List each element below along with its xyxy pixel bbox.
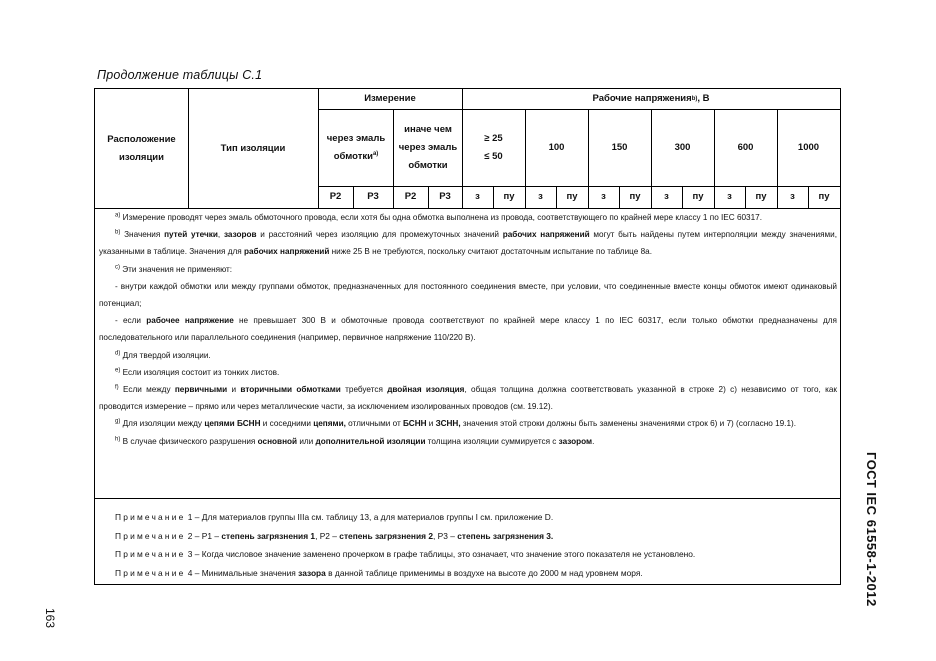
footnote-e: $^{e)}$ Если изоляция состоит из тонких листов. bbox=[115, 367, 280, 377]
header-voltage-25-50 bbox=[462, 109, 525, 186]
footnote-b: $^{b)}$ Значения путей утечки, зазоров и расстояний через изоляцию для промежуточных значений рабочих напряжений могут быть найдены путем интерполяции между значениями, указанными в таблице. Значения для рабочих напряжений ниже 25 В не требуются, поскольку считают достаточным испытание по таблице 8а. bbox=[99, 229, 837, 257]
table-remarks bbox=[95, 498, 840, 584]
working-voltages-unit: , В bbox=[697, 93, 710, 104]
footnote-g: $^{g)}$ Для изоляции между цепями БСНН и соседними цепями, отличными от БСНН и ЗСНН, значения этой строки должны быть заменены значениями строк 6) и 7) (согласно 19.1). bbox=[115, 418, 797, 429]
header-measurement: Измерение bbox=[364, 93, 416, 104]
header-through-enamel bbox=[320, 109, 392, 186]
header-z: з bbox=[727, 191, 732, 202]
footnote-d: $^{d)}$ Для твердой изоляции. bbox=[115, 349, 211, 360]
header-meas-col: P2 bbox=[404, 191, 417, 202]
header-insulation-type: Тип изоляции bbox=[220, 142, 286, 154]
footnote-h: $^{h)}$ В случае физического разрушения основной или дополнительной изоляции толщина изоляции суммируется с зазором. bbox=[115, 435, 595, 446]
header-voltage: 1000 bbox=[797, 141, 820, 153]
working-voltages-label: Рабочие напряжения bbox=[592, 93, 692, 104]
remark-word: Примечание bbox=[115, 567, 186, 578]
remark-word: Примечание bbox=[115, 549, 186, 559]
footnote-c-item-2: - если рабочее напряжение не превышает 300 В и обмоточные провода соответствуют по крайней мере классу 1 по IEC 60317, если только обмотки предназначены для последовательного или параллельного соединения (например, первичное напряжение 110/220 В). bbox=[99, 316, 837, 343]
header-z: з bbox=[790, 191, 795, 202]
table-caption: Продолжение таблицы С.1 bbox=[97, 68, 263, 82]
footnote-c: $^{c)}$ Эти значения не применяют: bbox=[115, 263, 233, 274]
remark-word: Примечание bbox=[115, 530, 186, 541]
footnote-f: $^{f)}$ Если между первичными и вторичными обмотками требуется двойная изоляция, общая толщина должна соответствовать указанной в строке 2) с) независимо от того, как проводится измерение – прямо или через металлические части, за исключением изолированных проводов (см. 19.12). bbox=[99, 384, 837, 412]
table-header-grid bbox=[95, 89, 840, 208]
header-location: Расположение изоляции bbox=[107, 133, 176, 163]
header-otherwise: иначе чем через эмаль обмотки bbox=[398, 123, 458, 171]
header-z: з bbox=[538, 191, 543, 202]
standard-code: ГОСТ IEC 61558-1-2012 bbox=[864, 452, 879, 607]
header-pu: пу bbox=[503, 191, 515, 202]
table-footnotes bbox=[95, 208, 840, 498]
header-pu: пу bbox=[755, 191, 767, 202]
table-frame bbox=[94, 88, 841, 585]
header-pu: пу bbox=[692, 191, 704, 202]
header-voltage: 100 bbox=[548, 141, 565, 153]
header-pu: пу bbox=[818, 191, 830, 202]
header-voltage: 300 bbox=[674, 141, 691, 153]
header-z: з bbox=[664, 191, 669, 202]
remark-3: Примечание 3 – Когда числовое значение заменено прочерком в графе таблицы, это означает, что значение этого показателя не установлено. bbox=[115, 549, 696, 559]
voltage-ge-25: ≥ 25 bbox=[484, 132, 503, 144]
header-pu: пу bbox=[629, 191, 641, 202]
remark-1: Примечание 1 – Для материалов группы IIIa см. таблицу 13, а для материалов группы I см. приложение D. bbox=[115, 512, 554, 522]
header-meas-col: P3 bbox=[439, 191, 451, 202]
voltage-le-50: ≤ 50 bbox=[484, 150, 503, 162]
remark-2: Примечание 2 – P1 – степень загрязнения 1, P2 – степень загрязнения 2, P3 – степень загрязнения 3. bbox=[115, 530, 554, 541]
remark-4: Примечание 4 – Минимальные значения зазора в данной таблице применимы в воздухе на высоте до 2000 м над уровнем моря. bbox=[115, 567, 643, 578]
header-voltage: 150 bbox=[611, 141, 628, 153]
header-z: з bbox=[475, 191, 480, 202]
header-meas-col: P3 bbox=[367, 191, 379, 202]
through-enamel-label: через эмаль обмотки bbox=[326, 132, 386, 162]
remark-word: Примечание bbox=[115, 512, 186, 522]
header-working-voltages: Рабочие напряжения b) , В bbox=[462, 89, 840, 109]
header-voltage: 600 bbox=[737, 141, 754, 153]
header-meas-col: P2 bbox=[329, 191, 342, 202]
page-number: 163 bbox=[43, 608, 57, 629]
header-pu: пу bbox=[566, 191, 578, 202]
header-z: з bbox=[601, 191, 606, 202]
footnote-c-item-1: - внутри каждой обмотки или между группами обмоток, предназначенных для постоянного соединения вместе, при условии, что соединенные вместе концы обмоток имеют одинаковый потенциал; bbox=[99, 281, 837, 309]
footnote-a: $^{a)}$ Измерение проводят через эмаль обмоточного провода, если хотя бы одна обмотка выполнена из провода, соответствующего по крайней мере классу 1 по IEC 60317. bbox=[115, 212, 762, 222]
through-enamel-note: a) bbox=[372, 150, 379, 157]
